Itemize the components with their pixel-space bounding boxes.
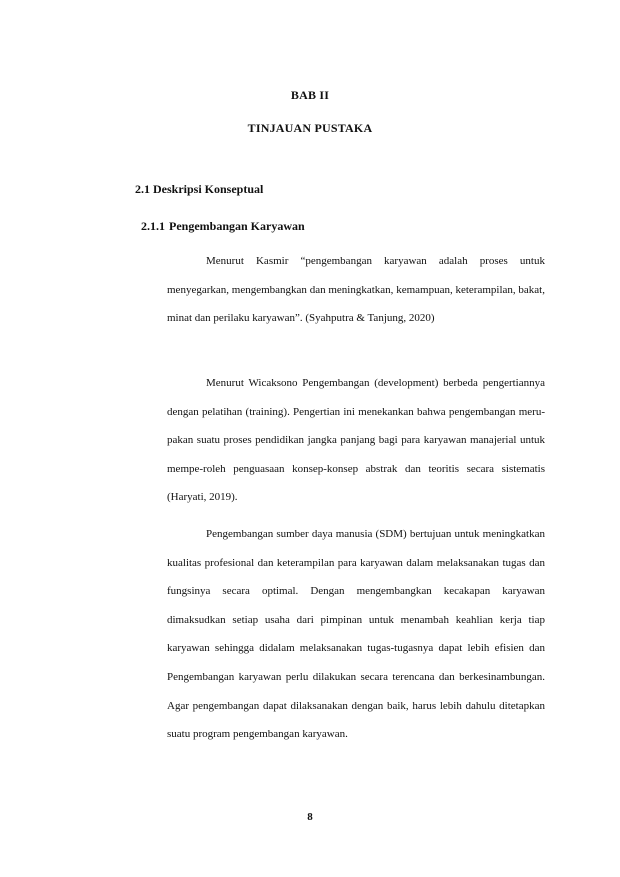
section-heading-2-1: 2.1 Deskripsi Konseptual (135, 182, 264, 196)
chapter-title-heading: TINJAUAN PUSTAKA (247, 121, 373, 135)
subsection-number: 2.1.1 (141, 219, 165, 233)
page-number: 8 (307, 811, 313, 823)
subsection-title: Pengembangan Karyawan (169, 219, 305, 233)
body-paragraph-2: Menurut Wicaksono Pengembangan (development) berbeda pengertiannya dengan pelatihan (training). Pengertian ini menekankan bahwa pengembangan meru-pakan suatu proses pendidikan jangka panjang bagi para karyawan manajerial untuk mempe-roleh penguasaan konsep-konsep abstrak dan teoritis secara sistematis (Haryati, 2019). (167, 377, 545, 504)
body-paragraph-1: Menurut Kasmir “pengembangan karyawan adalah proses untuk menyegarkan, mengembangkan dan meningkatkan, kemampuan, keterampilan, bakat, minat dan perilaku karyawan”. (Syahputra & Tanjung, 2020) (167, 255, 545, 325)
body-paragraph-3: Pengembangan sumber daya manusia (SDM) bertujuan untuk meningkatkan kualitas profesional dan keterampilan para karyawan dalam melaksanakan tugas dan fungsinya secara optimal. Dengan mengembangkan kecakapan karyawan dimaksudkan setiap usaha dari pimpinan untuk menambah keahlian kerja tiap karyawan sehingga didalam melaksanakan tugas-tugasnya dapat lebih efisien dan Pengembangan karyawan perlu dilakukan secara terencana dan berkesinambungan. Agar pengembangan dapat dilaksanakan dengan baik, harus lebih dahulu ditetapkan suatu program pengembangan karyawan. (167, 528, 545, 741)
chapter-number-heading: BAB II (290, 88, 330, 102)
subsection-heading-2-1-1 (141, 219, 305, 234)
